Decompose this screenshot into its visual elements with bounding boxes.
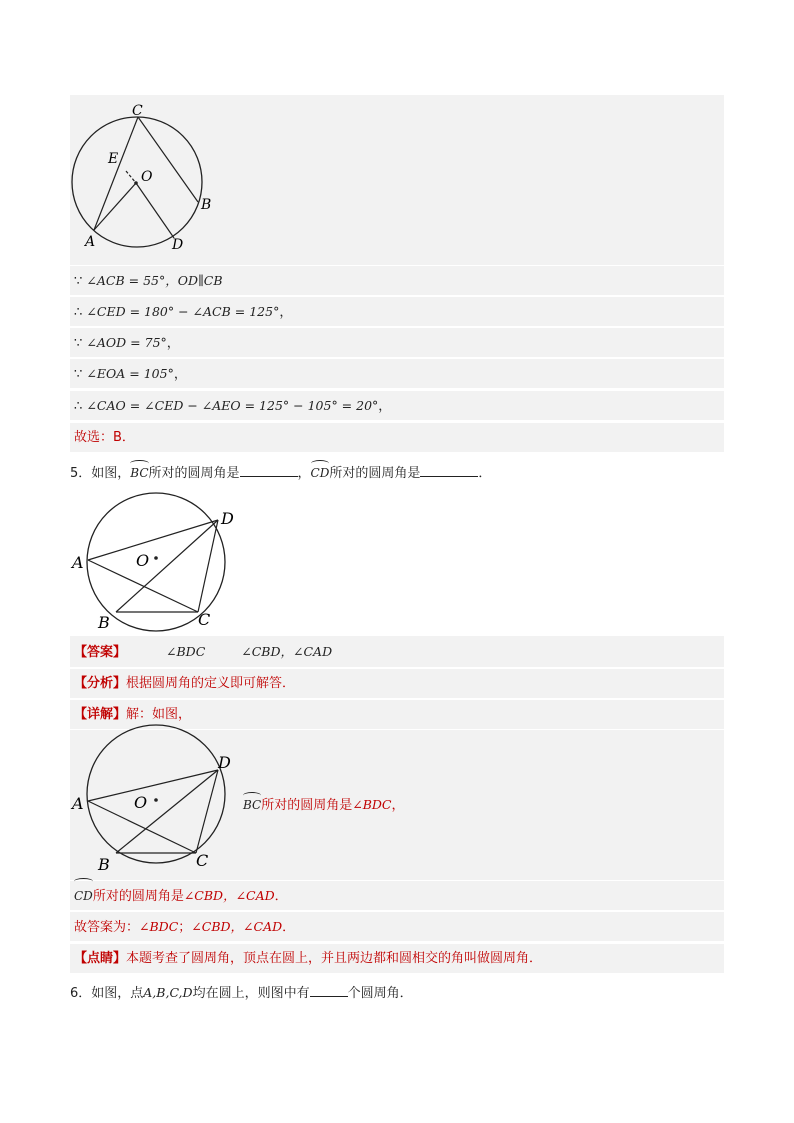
solution-step-1: ∵ ∠ACB = 55°，OD∥CB: [70, 265, 724, 295]
figure1-circle-diagram: [70, 95, 230, 265]
comment-line: 【点睛】本题考查了圆周角，顶点在圆上，并且两边都和圆相交的角叫做圆周角．: [70, 943, 724, 973]
label-c: C: [196, 851, 209, 870]
detail-line: 【详解】解：如图，: [70, 699, 724, 729]
figure3-circle-diagram: [70, 733, 250, 873]
figure2-circle-diagram: [70, 500, 250, 635]
label-c: C: [198, 610, 211, 629]
question-5: 5．如图，BC所对的圆周角是 ，CD所对的圆周角是 ．: [70, 463, 491, 484]
figure3-circle: [87, 725, 225, 863]
label-b: B: [98, 855, 110, 874]
label-c: C: [132, 103, 143, 119]
segment-cb: [138, 117, 198, 202]
solution-step-4: ∵ ∠EOA = 105°，: [70, 358, 724, 388]
label-e: E: [108, 151, 119, 167]
segment-ao: [94, 183, 136, 230]
label-a: A: [72, 553, 84, 572]
figure3-caption: BC所对的圆周角是∠BDC，: [243, 797, 405, 813]
choice-line: 故选：B．: [70, 422, 724, 452]
segment-ca: [94, 117, 138, 230]
blank-1: [240, 464, 298, 477]
segment-ad: [88, 520, 218, 560]
question-6: 6．如图，点A,B,C,D均在圆上，则图中有 个圆周角．: [70, 985, 413, 1001]
label-d: D: [221, 509, 234, 528]
label-d: D: [218, 753, 231, 772]
analysis-line: 【分析】根据圆周角的定义即可解答．: [70, 668, 724, 698]
label-o: O: [136, 551, 150, 570]
final-answer-line: 故答案为：∠BDC；∠CBD，∠CAD．: [70, 911, 724, 941]
segment-eo-dashed: [126, 171, 136, 183]
solution-step-3: ∵ ∠AOD = 75°，: [70, 327, 724, 357]
segment-od: [136, 183, 174, 238]
answer-line: 【答案】 ∠BDC ∠CBD，∠CAD: [70, 635, 724, 667]
segment-bd: [116, 520, 218, 612]
arc-cd-symbol: CD: [311, 463, 330, 483]
cd-line: CD所对的圆周角是∠CBD，∠CAD．: [70, 880, 724, 910]
blank-3: [310, 984, 348, 997]
solution-step-2: ∴ ∠CED = 180° − ∠ACB = 125°，: [70, 296, 724, 326]
arc-bc-symbol: BC: [130, 463, 148, 483]
center-point: [154, 556, 158, 560]
center-point: [154, 798, 158, 802]
label-d: D: [172, 237, 184, 253]
blank-2: [420, 464, 478, 477]
solution-step-5: ∴ ∠CAO = ∠CED − ∠AEO = 125° − 105° = 20°，: [70, 390, 724, 420]
center-point: [134, 181, 138, 185]
label-b: B: [98, 613, 110, 632]
label-o: O: [141, 169, 153, 185]
label-o: O: [134, 793, 148, 812]
label-a: A: [72, 794, 84, 813]
label-b: B: [201, 197, 212, 213]
label-a: A: [85, 234, 96, 250]
